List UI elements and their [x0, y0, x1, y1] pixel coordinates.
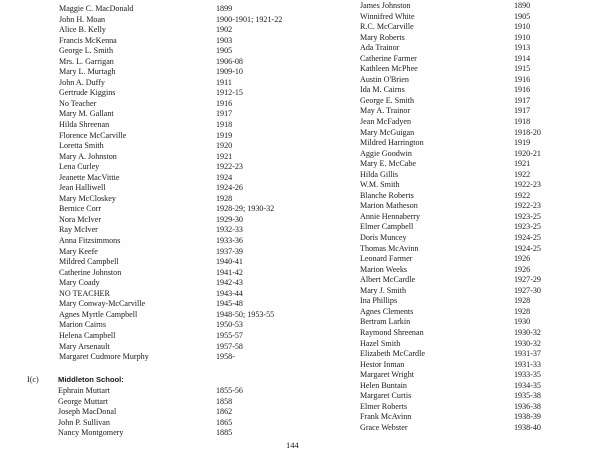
teacher-years: 1911 [216, 77, 232, 87]
teacher-row [59, 342, 319, 353]
teacher-name: Catherine Johnston [59, 267, 122, 277]
teacher-years: 1916 [216, 98, 233, 108]
teacher-row [360, 33, 560, 44]
teacher-name: Elmer Campbell [360, 222, 414, 232]
teacher-years: 1933-35 [514, 370, 541, 380]
teacher-name: Lena Curley [59, 162, 100, 172]
teacher-years: 1909-10 [216, 67, 243, 77]
teacher-name: Nora McIver [59, 214, 102, 224]
teacher-list-left [59, 4, 319, 363]
teacher-row [59, 299, 319, 310]
section-number: I(c) [27, 375, 39, 384]
teacher-name: John P. Sullivan [58, 417, 110, 427]
teacher-name: Ida M. Cairns [360, 85, 405, 95]
teacher-row [59, 99, 319, 110]
teacher-years: 1890 [514, 1, 531, 10]
teacher-row [59, 162, 319, 173]
teacher-row [360, 275, 560, 286]
teacher-years: 1921 [216, 151, 233, 161]
teacher-row [360, 412, 560, 423]
teacher-years: 1928 [514, 296, 531, 306]
teacher-name: No Teacher [59, 98, 97, 108]
teacher-years: 1924 [216, 172, 233, 182]
teacher-row [360, 212, 560, 223]
teacher-years: 1900-1901; 1921-22 [216, 14, 283, 24]
teacher-row [59, 268, 319, 279]
teacher-name: Bernice Corr [59, 204, 102, 214]
teacher-years: 1919 [514, 138, 531, 148]
teacher-row [59, 152, 319, 163]
teacher-row [360, 349, 560, 360]
teacher-name: Maggie C. MacDonald [59, 4, 134, 13]
teacher-row [59, 141, 319, 152]
teacher-row [360, 22, 560, 33]
teacher-row [59, 236, 319, 247]
teacher-row [360, 307, 560, 318]
teacher-name: John A. Duffy [59, 77, 105, 87]
teacher-years: 1922-23 [514, 180, 541, 190]
teacher-name: Jean Halliwell [59, 183, 106, 193]
teacher-row [59, 57, 319, 68]
teacher-years: 1941-42 [216, 267, 243, 277]
teacher-years: 1928 [514, 306, 531, 316]
teacher-years: 1917 [216, 109, 233, 119]
teacher-name: Kathleen McPhee [360, 64, 418, 74]
teacher-name: Mildred Harrington [360, 138, 424, 148]
teacher-name: Raymond Shreenan [360, 327, 424, 337]
teacher-row [360, 54, 560, 65]
teacher-row [59, 194, 319, 205]
teacher-row [59, 88, 319, 99]
teacher-years: 1922-23 [514, 201, 541, 211]
teacher-name: Anna Fitzsimmons [59, 236, 121, 246]
teacher-years: 1903 [216, 35, 233, 45]
teacher-name: Jean McFadyen [360, 117, 412, 127]
teacher-name: Annie Hennaberry [360, 211, 421, 221]
teacher-row [360, 254, 560, 265]
teacher-name: Thomas McAvinn [360, 243, 419, 253]
teacher-years: 1929-30 [216, 214, 243, 224]
teacher-name: Margaret Cudmore Murphy [59, 352, 149, 362]
teacher-name: John H. Moan [59, 14, 106, 24]
teacher-row [360, 128, 560, 139]
teacher-row [360, 64, 560, 75]
teacher-years: 1927-30 [514, 285, 541, 295]
teacher-row [59, 352, 319, 363]
teacher-name: Grace Webster [360, 422, 408, 432]
teacher-years: 1885 [216, 428, 233, 438]
teacher-row [59, 257, 319, 268]
teacher-name: Frank McAvinn [360, 412, 412, 422]
teacher-row [360, 180, 560, 191]
teacher-years: 1940-41 [216, 257, 243, 267]
teacher-name: Ada Trainor [360, 43, 400, 53]
teacher-name: Helen Buntain [360, 380, 407, 390]
teacher-years: 1902 [216, 25, 233, 35]
teacher-years: 1855-56 [216, 386, 243, 395]
teacher-name: Bertram Larkin [360, 317, 411, 327]
teacher-years: 1937-39 [216, 246, 243, 256]
teacher-row [360, 370, 560, 381]
teacher-years: 1924-25 [514, 243, 541, 253]
teacher-name: George Muttart [58, 396, 108, 406]
teacher-years: 1948-50; 1953-55 [216, 309, 275, 319]
teacher-name: Margaret Curtis [360, 391, 412, 401]
teacher-years: 1931-33 [514, 359, 541, 369]
teacher-row [59, 120, 319, 131]
teacher-row [59, 247, 319, 258]
teacher-years: 1862 [216, 407, 233, 417]
teacher-row [59, 109, 319, 120]
teacher-name: Francis McKenna [59, 35, 117, 45]
teacher-name: George E. Smith [360, 95, 415, 105]
teacher-name: Catherine Farmer [360, 53, 417, 63]
teacher-years: 1945-48 [216, 299, 243, 309]
page-number: 144 [286, 440, 299, 450]
section-title: Middleton School: [58, 375, 124, 384]
teacher-years: 1913 [514, 43, 531, 53]
teacher-years: 1910 [514, 22, 531, 32]
teacher-name: NO TEACHER [59, 288, 110, 298]
teacher-years: 1916 [514, 74, 531, 84]
teacher-row [59, 310, 319, 321]
teacher-years: 1955-57 [216, 330, 243, 340]
teacher-name: Loretta Smith [59, 141, 104, 151]
teacher-years: 1924-26 [216, 183, 243, 193]
teacher-name: Agnes Myrtle Campbell [59, 309, 138, 319]
teacher-years: 1933-36 [216, 236, 243, 246]
teacher-name: Aggie Goodwin [360, 148, 412, 158]
teacher-name: Hestor Inman [360, 359, 405, 369]
teacher-row [58, 407, 318, 418]
teacher-row [59, 78, 319, 89]
teacher-years: 1865 [216, 417, 233, 427]
teacher-name: Blanche Roberts [360, 190, 414, 200]
teacher-name: Mary Conway-McCarville [59, 299, 146, 309]
teacher-name: Mary L. Murtagh [59, 67, 116, 77]
teacher-name: Hilda Shreenan [59, 120, 110, 130]
teacher-name: Mary McCloskey [59, 193, 116, 203]
teacher-row [360, 170, 560, 181]
teacher-row [360, 328, 560, 339]
teacher-row [58, 397, 318, 408]
teacher-name: Joseph MacDonal [58, 407, 117, 417]
teacher-name: Mary E. McCabe [360, 159, 416, 169]
teacher-name: Marion Weeks [360, 264, 408, 274]
teacher-row [360, 286, 560, 297]
teacher-list-right [360, 1, 560, 433]
teacher-row [360, 360, 560, 371]
teacher-row [59, 173, 319, 184]
teacher-row [360, 265, 560, 276]
teacher-row [360, 75, 560, 86]
teacher-name: Ina Phillips [360, 296, 398, 306]
teacher-row [360, 43, 560, 54]
teacher-row [360, 85, 560, 96]
teacher-row [360, 12, 560, 23]
teacher-row [360, 117, 560, 128]
teacher-row [360, 138, 560, 149]
teacher-name: Mrs. L. Garrigan [59, 56, 114, 66]
teacher-row [360, 106, 560, 117]
teacher-years: 1918 [514, 117, 531, 127]
teacher-name: Doris Muncey [360, 233, 407, 243]
teacher-years: 1916 [514, 85, 531, 95]
teacher-row [58, 418, 318, 429]
teacher-years: 1924-25 [514, 233, 541, 243]
teacher-years: 1914 [514, 53, 531, 63]
teacher-years: 1915 [514, 64, 531, 74]
teacher-years: 1899 [216, 4, 233, 13]
teacher-years: 1930-32 [514, 327, 541, 337]
teacher-years: 1928 [216, 193, 233, 203]
teacher-years: 1928-29; 1930-32 [216, 204, 275, 214]
teacher-years: 1923-25 [514, 222, 541, 232]
teacher-name: Mary McGuigan [360, 127, 415, 137]
teacher-name: Ray McIver [59, 225, 98, 235]
teacher-name: R.C. McCarville [360, 22, 414, 32]
teacher-years: 1930 [514, 317, 531, 327]
teacher-years: 1922 [514, 190, 531, 200]
teacher-years: 1922 [514, 169, 531, 179]
teacher-name: Mary M. Gallant [59, 109, 114, 119]
teacher-row [360, 96, 560, 107]
teacher-name: Marion Matheson [360, 201, 418, 211]
teacher-row [360, 296, 560, 307]
teacher-name: May A. Trainor [360, 106, 411, 116]
teacher-name: Mary Coady [59, 278, 100, 288]
teacher-name: Elizabeth McCardle [360, 349, 425, 359]
teacher-row [59, 278, 319, 289]
teacher-name: Ephrain Muttart [58, 386, 110, 395]
teacher-years: 1905 [514, 11, 531, 21]
teacher-row [59, 15, 319, 26]
teacher-name: Austin O'Brien [360, 74, 409, 84]
teacher-years: 1906-08 [216, 56, 243, 66]
teacher-row [360, 149, 560, 160]
teacher-years: 1931-37 [514, 349, 541, 359]
teacher-row [59, 131, 319, 142]
teacher-row [360, 244, 560, 255]
teacher-years: 1920-21 [514, 148, 541, 158]
teacher-row [59, 215, 319, 226]
teacher-years: 1938-40 [514, 422, 541, 432]
teacher-row [360, 222, 560, 233]
teacher-name: Mary A. Johnston [59, 151, 117, 161]
teacher-name: Mary Arsenault [59, 341, 110, 351]
teacher-row [360, 191, 560, 202]
teacher-name: Mildred Campbell [59, 257, 119, 267]
teacher-row [360, 339, 560, 350]
teacher-row [59, 225, 319, 236]
teacher-name: Albert McCardle [360, 275, 416, 285]
teacher-years: 1923-25 [514, 211, 541, 221]
teacher-row [58, 428, 318, 439]
teacher-row [360, 381, 560, 392]
teacher-list-middleton [58, 386, 318, 439]
teacher-name: James Johnston [360, 1, 411, 10]
teacher-years: 1943-44 [216, 288, 243, 298]
teacher-years: 1942-43 [216, 278, 243, 288]
teacher-row [58, 386, 318, 397]
teacher-years: 1930-32 [514, 338, 541, 348]
teacher-name: Winnifred White [360, 11, 415, 21]
teacher-name: Marion Cairns [59, 320, 106, 330]
teacher-name: Mary Keefe [59, 246, 98, 256]
teacher-row [360, 201, 560, 212]
teacher-row [360, 1, 560, 12]
teacher-name: Nancy Montgomery [58, 428, 124, 438]
teacher-years: 1934-35 [514, 380, 541, 390]
teacher-row [59, 320, 319, 331]
teacher-years: 1926 [514, 254, 531, 264]
teacher-name: Hilda Gillis [360, 169, 398, 179]
teacher-row [360, 391, 560, 402]
teacher-name: George L. Smith [59, 46, 114, 56]
teacher-row [59, 67, 319, 78]
teacher-name: Gertrude Kiggins [59, 88, 116, 98]
teacher-years: 1950-53 [216, 320, 243, 330]
teacher-years: 1938-39 [514, 412, 541, 422]
teacher-years: 1957-58 [216, 341, 243, 351]
teacher-name: Hazel Smith [360, 338, 401, 348]
teacher-row [59, 204, 319, 215]
teacher-name: Mary Roberts [360, 32, 405, 42]
teacher-name: Agnes Clements [360, 306, 414, 316]
teacher-years: 1922-23 [216, 162, 243, 172]
teacher-row [360, 233, 560, 244]
teacher-row [59, 183, 319, 194]
teacher-row [360, 402, 560, 413]
teacher-row [59, 289, 319, 300]
teacher-years: 1917 [514, 95, 531, 105]
teacher-years: 1958- [216, 352, 235, 362]
teacher-name: Helena Campbell [59, 330, 116, 340]
teacher-years: 1927-29 [514, 275, 541, 285]
teacher-row [360, 423, 560, 434]
teacher-row [59, 25, 319, 36]
teacher-row [59, 46, 319, 57]
teacher-row [59, 331, 319, 342]
teacher-years: 1858 [216, 396, 233, 406]
teacher-years: 1910 [514, 32, 531, 42]
teacher-years: 1935-38 [514, 391, 541, 401]
teacher-name: Florence McCarville [59, 130, 127, 140]
teacher-years: 1912-15 [216, 88, 243, 98]
teacher-row [59, 36, 319, 47]
teacher-years: 1921 [514, 159, 531, 169]
teacher-name: Margaret Wright [360, 370, 414, 380]
teacher-name: W.M. Smith [360, 180, 400, 190]
teacher-name: Alice B. Kelly [59, 25, 106, 35]
teacher-row [360, 159, 560, 170]
teacher-years: 1917 [514, 106, 531, 116]
teacher-years: 1918 [216, 120, 233, 130]
teacher-row [360, 317, 560, 328]
teacher-name: Mary J. Smith [360, 285, 407, 295]
teacher-name: Elmer Roberts [360, 401, 407, 411]
teacher-years: 1920 [216, 141, 233, 151]
teacher-years: 1918-20 [514, 127, 541, 137]
teacher-row [59, 4, 319, 15]
teacher-name: Leonard Farmer [360, 254, 413, 264]
teacher-years: 1932-33 [216, 225, 243, 235]
teacher-years: 1905 [216, 46, 233, 56]
teacher-years: 1936-38 [514, 401, 541, 411]
teacher-name: Jeanette MacVittie [59, 172, 120, 182]
teacher-years: 1926 [514, 264, 531, 274]
teacher-years: 1919 [216, 130, 233, 140]
